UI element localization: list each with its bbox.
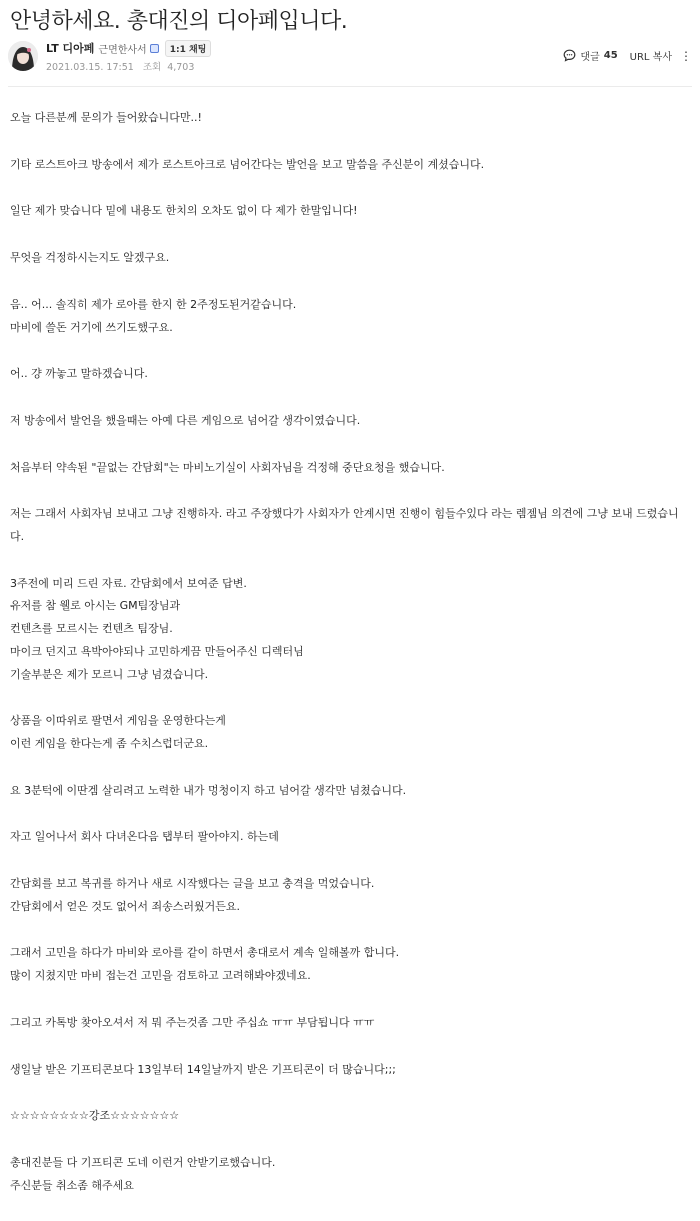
body-line: 상품을 이따위로 팔면서 게임을 운영한다는게 bbox=[10, 714, 226, 728]
body-paragraph bbox=[10, 573, 686, 687]
body-line: 오늘 다른분께 문의가 들어왔습니다만..! bbox=[10, 111, 202, 124]
chat-button[interactable]: 1:1 채팅 bbox=[165, 40, 212, 57]
body-paragraph bbox=[10, 942, 686, 987]
author-avatar[interactable] bbox=[8, 41, 38, 71]
body-paragraph bbox=[10, 503, 686, 548]
body-line: 저는 그래서 사회자님 보내고 그냥 진행하자. 라고 주장했다가 사회자가 안계시면 진행이 힘들수있다 라는 렘젬님 의견에 그냥 보내 드렸습니다. bbox=[10, 507, 679, 544]
body-line: 음.. 어... 솔직히 제가 로아를 한지 한 2주정도된거같습니다. bbox=[10, 297, 297, 311]
views-count: 4,703 bbox=[167, 62, 195, 73]
body-line: 생일날 받은 기프티콘보다 13일부터 14일날까지 받은 기프티콘이 더 많습니다;;; bbox=[10, 1062, 396, 1076]
body-line: 자고 일어나서 회사 다녀온다음 탭부터 팔아야지. 하는데 bbox=[10, 830, 279, 844]
body-line: 기타 로스트아크 방송에서 제가 로스트아크로 넘어간다는 발언을 보고 말씀을 주신분이 계셨습니다. bbox=[10, 157, 485, 171]
body-paragraph bbox=[10, 247, 686, 270]
author-name[interactable]: LT 디아페 bbox=[46, 42, 95, 55]
body-line: 이런 게임을 한다는게 좀 수치스럽더군요. bbox=[10, 736, 209, 750]
body-line: 간담회를 보고 복귀를 하거나 새로 시작했다는 글을 보고 충격을 먹었습니다. bbox=[10, 877, 375, 891]
body-paragraph bbox=[10, 410, 686, 433]
comments-label: 댓글 bbox=[580, 52, 600, 63]
body-paragraph bbox=[10, 1059, 686, 1082]
body-line: 일단 제가 맞습니다 밑에 내용도 한치의 오차도 없이 다 제가 한말입니다! bbox=[10, 204, 358, 218]
views-label: 조회 bbox=[142, 62, 162, 73]
body-line: 기술부분은 제가 모르니 그냥 넘겼습니다. bbox=[10, 667, 209, 681]
body-line: 총대진분들 다 기프티콘 도네 이런거 안받기로했습니다. bbox=[10, 1155, 276, 1169]
body-paragraph bbox=[10, 1152, 686, 1197]
avatar-image bbox=[8, 41, 38, 71]
body-paragraph bbox=[10, 873, 686, 918]
comment-link[interactable] bbox=[563, 48, 617, 63]
post-date: 2021.03.15. 17:51 bbox=[46, 62, 134, 73]
body-paragraph bbox=[10, 294, 686, 339]
body-line: 무엇을 걱정하시는지도 알겠구요. bbox=[10, 251, 170, 265]
header-divider bbox=[8, 86, 692, 87]
body-line: 그리고 카톡방 찾아오셔서 저 뭐 주는것좀 그만 주십쇼 ㅠㅠ 부담됩니다 ㅠㅠ bbox=[10, 1015, 375, 1029]
body-line: 요 3분턱에 이딴겜 살리려고 노력한 내가 멍청이지 하고 넘어갈 생각만 넘쳤습니다. bbox=[10, 783, 407, 797]
body-line: 저 방송에서 발언을 했을때는 아예 다른 게임으로 넘어갈 생각이였습니다. bbox=[10, 413, 361, 427]
grade-badge-icon bbox=[150, 44, 159, 53]
body-line: 처음부터 약속된 "끝없는 간담회"는 마비노기실이 사회자님을 걱정해 중단요청을 했습니다. bbox=[10, 460, 445, 474]
body-line: 3주전에 미리 드린 자료. 간담회에서 보여준 답변. bbox=[10, 576, 247, 590]
body-line: 마비에 쓸돈 거기에 쓰기도했구요. bbox=[10, 320, 173, 334]
body-paragraph bbox=[10, 363, 686, 386]
comment-icon bbox=[563, 49, 576, 62]
body-paragraph bbox=[10, 826, 686, 849]
url-copy-button[interactable]: URL 복사 bbox=[629, 52, 672, 63]
post-actions bbox=[563, 48, 692, 63]
body-paragraph bbox=[10, 154, 686, 177]
body-paragraph bbox=[10, 1105, 686, 1128]
author-grade: 근면한사서 bbox=[98, 44, 147, 56]
body-line: 어.. 걍 까놓고 말하겠습니다. bbox=[10, 367, 148, 381]
body-paragraph bbox=[10, 107, 686, 130]
body-line: 주신분들 취소좀 해주세요 bbox=[10, 1178, 134, 1192]
body-paragraph bbox=[10, 710, 686, 755]
body-line: 유저를 참 웰로 아시는 GM팀장님과 bbox=[10, 599, 181, 613]
post-title: 안녕하세요. 총대진의 디아페입니다. bbox=[10, 9, 348, 34]
body-paragraph bbox=[10, 1012, 686, 1035]
body-line: ☆☆☆☆☆☆☆☆강조☆☆☆☆☆☆☆ bbox=[10, 1109, 180, 1123]
body-line: 많이 지쳤지만 마비 접는건 고민을 검토하고 고려해봐야겠네요. bbox=[10, 969, 311, 983]
body-line: 마이크 던지고 욕박아야되나 고민하게끔 만들어주신 디렉터님 bbox=[10, 644, 304, 658]
post-content bbox=[10, 107, 686, 1221]
body-paragraph bbox=[10, 780, 686, 803]
more-options-icon[interactable]: ⋮ bbox=[680, 48, 692, 63]
comments-count: 45 bbox=[603, 50, 618, 61]
author-info bbox=[46, 41, 211, 55]
body-line: 간담회에서 얻은 것도 없어서 죄송스러웠거든요. bbox=[10, 899, 241, 913]
body-line: 그래서 고민을 하다가 마비와 로아를 같이 하면서 총대로서 계속 일해볼까 합니다. bbox=[10, 946, 400, 960]
body-line: 컨텐츠를 모르시는 컨텐츠 팀장님. bbox=[10, 622, 173, 636]
post-meta bbox=[46, 59, 200, 73]
body-paragraph bbox=[10, 457, 686, 480]
body-paragraph bbox=[10, 200, 686, 223]
